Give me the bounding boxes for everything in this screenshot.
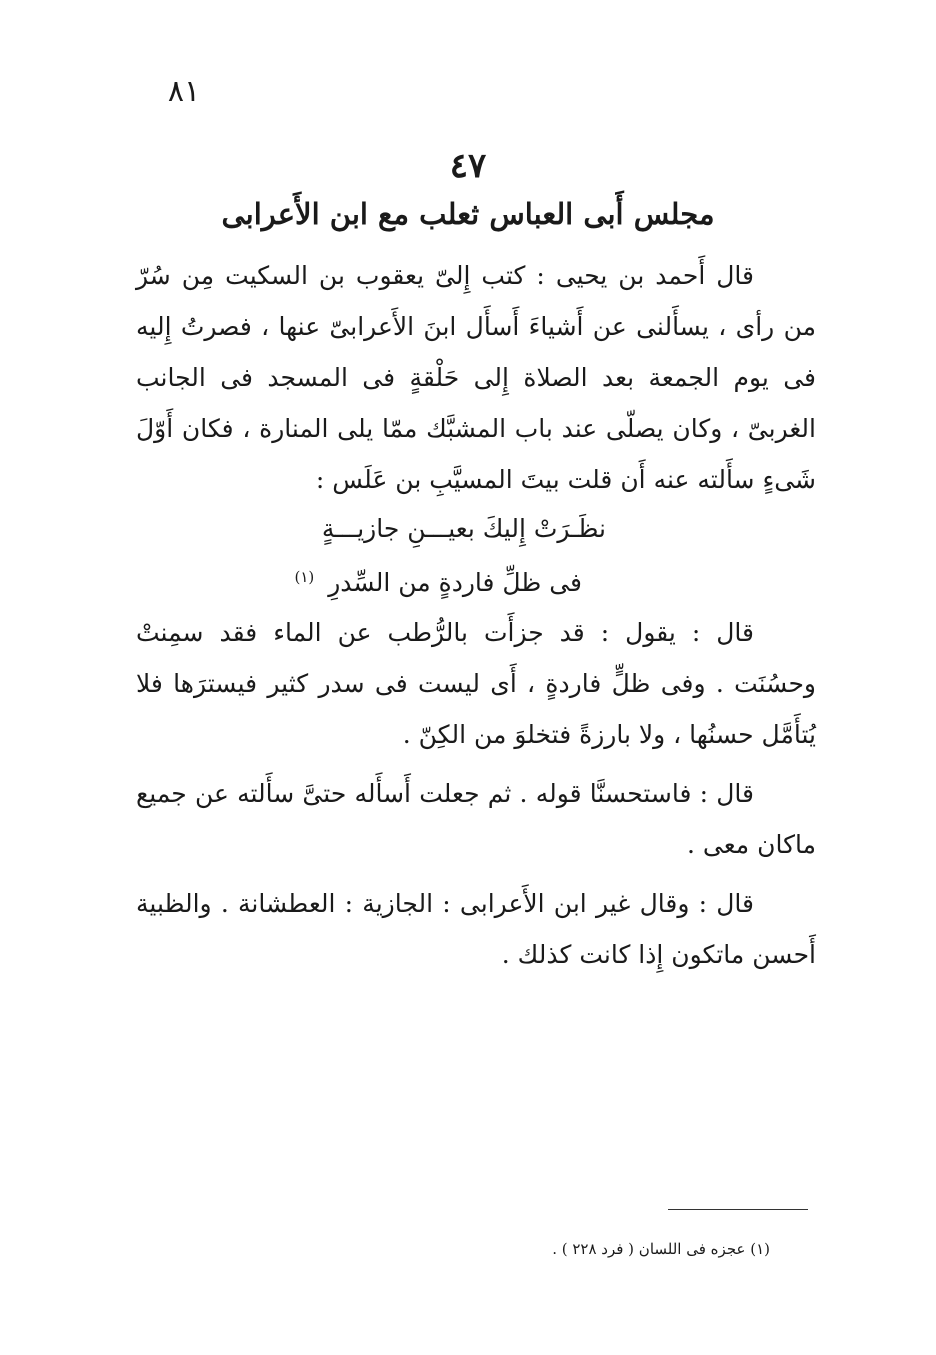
verse-block [136,505,816,607]
verse-line-2 [136,553,816,607]
chapter-title: مجلس أَبى العباس ثعلب مع ابن الأَعرابى [221,197,715,231]
verse-line-1: نظَـرَتْ إِليكَ بعيـــنِ جازيـــةٍ [321,514,606,543]
footnote-divider [668,1209,808,1210]
verse-line-2-text: فى ظلِّ فاردةٍ من السِّدرِ [328,568,582,597]
footnote-marker: (١) [294,568,315,586]
paragraph-3: قال : فاستحسنَّا قوله . ثم جعلت أَسأَله حتىَّ سأَلته عن جميع ماكان معى . [136,779,816,859]
paragraph-2: قال : يقول : قد جزأَت بالرُّطب عن الماء فقد سمِنتْ وحسُنَت . وفى ظلٍّ فاردةٍ ، أَى ليست فى سدر كثير فيسترَها فلا يُتأَمَّل حسنُها ، ولا بارزةً فتخلوَ من الكِنّ . [136,618,816,749]
section-number: ٤٧ [449,146,487,186]
paragraph-4: قال : وقال غير ابن الأَعرابى : الجازية : العطشانة . والظبية أَحسن ماتكون إِذا كانت كذلك . [136,889,816,969]
body-text [136,250,816,980]
paragraph-1: قال أَحمد بن يحيى : كتب إِلىّ يعقوب بن السكيت مِن سُرّ من رأى ، يسأَلنى عن أَشياءَ أَسأَل ابنَ الأَعرابىّ عنها ، فصرتُ إِليه فى يوم الجمعة بعد الصلاة إِلى حَلْقةٍ فى المسجد فى الجانب الغربىّ ، وكان يصلّى عند باب المشبَّك ممّا يلى المنارة ، فكان أَوّلَ شَىءٍ سأَلته عنه أَن قلت بيتَ المسيَّبِ بن عَلَس : [136,261,816,494]
page-number: ٨١ [167,74,201,109]
footnote: (١) عجزه فى اللسان ( فرد ٢٢٨ ) . [552,1240,770,1258]
